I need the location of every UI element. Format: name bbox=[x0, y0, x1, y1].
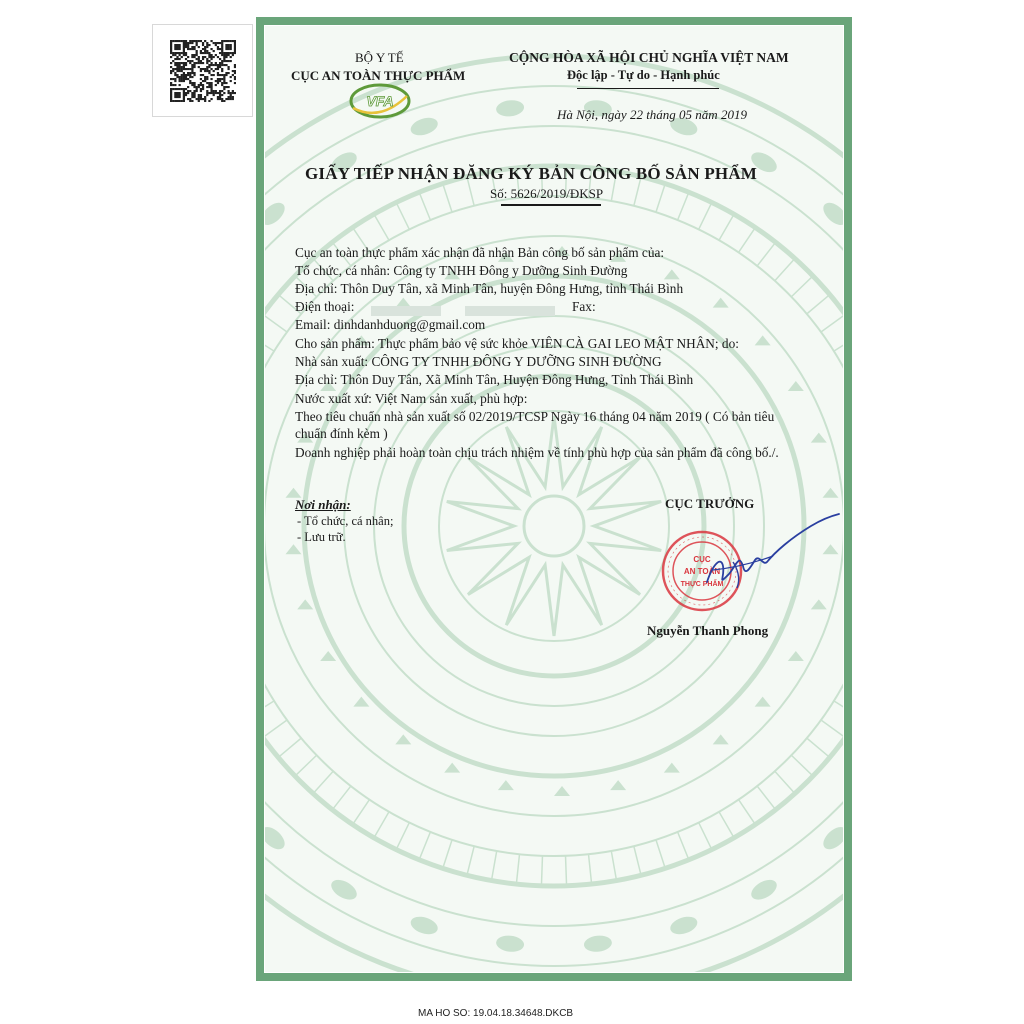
recipient-item: - Tổ chức, cá nhân; bbox=[297, 514, 394, 528]
number-underline bbox=[501, 204, 601, 206]
qr-code bbox=[152, 24, 253, 117]
qr-code-icon bbox=[170, 40, 236, 102]
body-line: Tổ chức, cá nhân: Công ty TNHH Đông y Dưỡng Sinh Đường bbox=[295, 263, 628, 278]
phone-redaction bbox=[465, 306, 555, 316]
file-code: MA HO SO: 19.04.18.34648.DKCB bbox=[418, 1008, 574, 1019]
signer-name: Nguyễn Thanh Phong bbox=[647, 623, 769, 638]
phone-redaction bbox=[371, 306, 441, 316]
fax-label: Fax: bbox=[572, 299, 596, 314]
motto-underline bbox=[577, 88, 719, 89]
body-line: Cho sản phẩm: Thực phẩm bảo vệ sức khỏe VIÊN CÀ GAI LEO MẬT NHÂN; do: bbox=[295, 336, 739, 351]
document-title: GIẤY TIẾP NHẬN ĐĂNG KÝ BẢN CÔNG BỐ SẢN PHẨM bbox=[305, 164, 758, 183]
phone-label: Điện thoại: bbox=[295, 299, 355, 314]
body-line: Địa chỉ: Thôn Duy Tân, Xã Minh Tân, Huyện Đông Hưng, Tỉnh Thái Bình bbox=[295, 372, 694, 387]
republic-name: CỘNG HÒA XÃ HỘI CHỦ NGHĨA VIỆT NAM bbox=[509, 50, 789, 65]
document-number: Số: 5626/2019/ĐKSP bbox=[490, 186, 604, 201]
national-motto: Độc lập - Tự do - Hạnh phúc bbox=[567, 68, 720, 82]
svg-text:VFA: VFA bbox=[366, 93, 394, 109]
recipient-item: - Lưu trữ. bbox=[297, 530, 346, 544]
body-line: Nước xuất xứ: Việt Nam sản xuất, phù hợp: bbox=[295, 391, 528, 406]
signer-title: CỤC TRƯỞNG bbox=[665, 496, 755, 511]
body-line: Email: dinhdanhduong@gmail.com bbox=[295, 317, 486, 332]
signature bbox=[693, 504, 843, 604]
agency-name: CỤC AN TOÀN THỰC PHẨM bbox=[291, 68, 466, 83]
vfa-logo bbox=[349, 82, 411, 120]
body-line: Cục an toàn thực phẩm xác nhận đã nhận Bản công bố sản phẩm của: bbox=[295, 245, 665, 260]
body-line: Địa chỉ: Thôn Duy Tân, xã Minh Tân, huyện Đông Hưng, tỉnh Thái Bình bbox=[295, 281, 684, 296]
body-line: chuẩn đính kèm ) bbox=[295, 426, 388, 441]
place-date: Hà Nội, ngày 22 tháng 05 năm 2019 bbox=[557, 107, 747, 122]
svg-text:AN TOÀN: AN TOÀN bbox=[683, 567, 721, 576]
svg-text:CỤC: CỤC bbox=[693, 555, 711, 564]
ministry-name: BỘ Y TẾ bbox=[355, 50, 404, 65]
certificate-frame bbox=[256, 17, 852, 981]
certificate-page bbox=[264, 25, 844, 973]
body-line: Doanh nghiệp phải hoàn toàn chịu trách nhiệm về tính phù hợp của sản phẩm đã công bố./. bbox=[295, 445, 779, 460]
recipients-title: Nơi nhận: bbox=[295, 497, 351, 512]
body-line: Nhà sản xuất: CÔNG TY TNHH ĐÔNG Y DƯỠNG SINH ĐƯỜNG bbox=[295, 354, 662, 369]
svg-text:THỰC PHẨM: THỰC PHẨM bbox=[680, 581, 724, 588]
body-line: Theo tiêu chuẩn nhà sản xuất số 02/2019/TCSP Ngày 16 tháng 04 năm 2019 ( Có bản tiêu bbox=[295, 409, 775, 424]
